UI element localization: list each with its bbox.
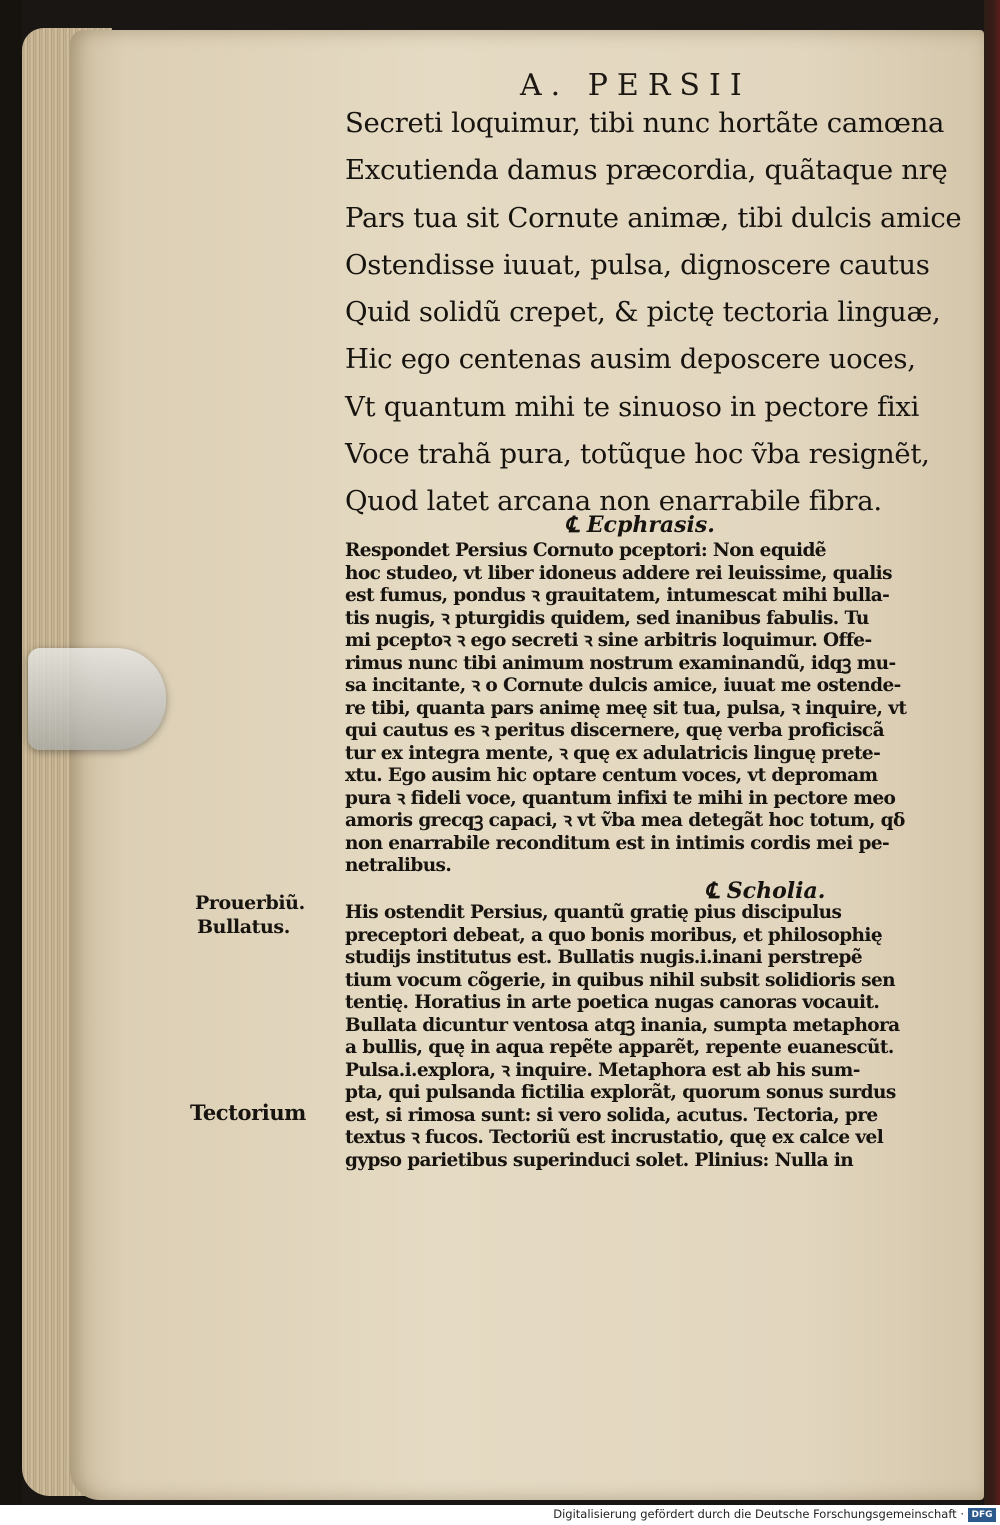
prose-line: tentię. Horatius in arte poetica nugas canoras vocauit. xyxy=(345,992,880,1013)
prose-line: qui cautus es ꝛ peritus discernere, quę verba proficiscã xyxy=(345,720,884,741)
prose-line: pura ꝛ fideli voce, quantum infixi te mihi in pectore meo xyxy=(345,787,896,809)
verse-line: Ostendisse iuuat, pulsa, dignoscere cautus xyxy=(345,248,930,281)
verse-line: Excutienda damus præcordia, quãtaque nrę xyxy=(345,154,948,187)
prose-line: est fumus, pondus ꝛ grauitatem, intumescat mihi bulla- xyxy=(345,585,890,606)
prose-line: pta, qui pulsanda fictilia explorãt, quorum sonus surdus xyxy=(345,1082,896,1103)
verse-line: Pars tua sit Cornute animæ, tibi dulcis amice xyxy=(345,201,962,234)
prose-line: hoc studeo, vt liber idoneus addere rei leuissime, qualis xyxy=(345,562,892,584)
prose-line: non enarrabile reconditum est in intimis cordis mei pe- xyxy=(345,832,890,854)
book-binding-edge xyxy=(984,0,1000,1505)
prose-line: netralibus. xyxy=(345,855,452,876)
prose-line: mi pceptoꝛ ꝛ ego secreti ꝛ sine arbitris loquimur. Offe- xyxy=(345,630,872,651)
margin-note-tectorium: Tectorium xyxy=(190,1100,307,1125)
prose-line: est, si rimosa sunt: si vero solida, acutus. Tectoria, pre xyxy=(345,1104,878,1126)
verse-line: Quid solidũ crepet, & pictę tectoria linguæ, xyxy=(345,296,941,329)
prose-line: preceptori debeat, a quo bonis moribus, et philosophię xyxy=(345,924,882,946)
page-clip xyxy=(28,648,166,750)
prose-line: tis nugis, ꝛ pturgidis quidem, sed inanibus fabulis. Tu xyxy=(345,607,869,629)
running-header: A. PERSII xyxy=(520,68,751,103)
verse-line: Quod latet arcana non enarrabile fibra. xyxy=(345,485,882,518)
prose-line: xtu. Ego ausim hic optare centum voces, vt depromam xyxy=(345,765,878,786)
prose-line: His ostendit Persius, quantũ gratię pius discipulus xyxy=(345,902,842,923)
scan-background-left xyxy=(0,0,22,1505)
prose-line: tium vocum cõgerie, in quibus nihil subsit solidioris sen xyxy=(345,969,896,991)
margin-note-bullatus: Bullatus. xyxy=(197,916,290,938)
verse-block xyxy=(345,100,960,526)
verse-line: Vt quantum mihi te sinuoso in pectore fixi xyxy=(345,390,920,423)
scholia-text xyxy=(345,902,955,1172)
verse-line: Hic ego centenas ausim deposcere uoces, xyxy=(345,343,916,376)
prose-line: tur ex integra mente, ꝛ quę ex adulatricis linguę prete- xyxy=(345,742,881,764)
prose-line: Pulsa.i.explora, ꝛ inquire. Metaphora est ab his sum- xyxy=(345,1059,860,1081)
prose-line: re tibi, quanta pars animę meę sit tua, pulsa, ꝛ inquire, vt xyxy=(345,697,907,719)
prose-line: gypso parietibus superinduci solet. Plinius: Nulla in xyxy=(345,1149,854,1171)
prose-line: a bullis, quę in aqua repẽte apparẽt, repente euanescũt. xyxy=(345,1037,894,1058)
footer-bar xyxy=(0,1505,1000,1525)
prose-line: Respondet Persius Cornuto pceptori: Non equidẽ xyxy=(345,540,826,561)
dfg-logo: DFG xyxy=(968,1508,996,1522)
prose-line: rimus nunc tibi animum nostrum examinandũ, idqꝫ mu- xyxy=(345,652,896,674)
prose-line: amoris grecqꝫ capaci, ꝛ vt ṽba mea detegãt hoc totum, qδ xyxy=(345,810,905,831)
scholia-heading: ℄ Scholia. xyxy=(705,878,826,904)
prose-line: studijs institutus est. Bullatis nugis.i.inani perstrepẽ xyxy=(345,947,863,968)
margin-note-proverbium: Prouerbiũ. xyxy=(195,892,305,914)
verse-line: Voce trahã pura, totũque hoc ṽba resignẽt, xyxy=(345,438,930,471)
prose-line: sa incitante, ꝛ o Cornute dulcis amice, iuuat me ostende- xyxy=(345,675,901,696)
verse-line: Secreti loquimur, tibi nunc hortãte camœna xyxy=(345,107,945,139)
ecphrasis-heading: ℄ Ecphrasis. xyxy=(565,512,715,538)
prose-line: Bullata dicuntur ventosa atqꝫ inania, sumpta metaphora xyxy=(345,1014,900,1036)
footer-credit: Digitalisierung gefördert durch die Deutsche Forschungsgemeinschaft · xyxy=(553,1507,964,1521)
ecphrasis-text xyxy=(345,540,955,878)
prose-line: textus ꝛ fucos. Tectoriũ est incrustatio, quę ex calce vel xyxy=(345,1127,884,1148)
